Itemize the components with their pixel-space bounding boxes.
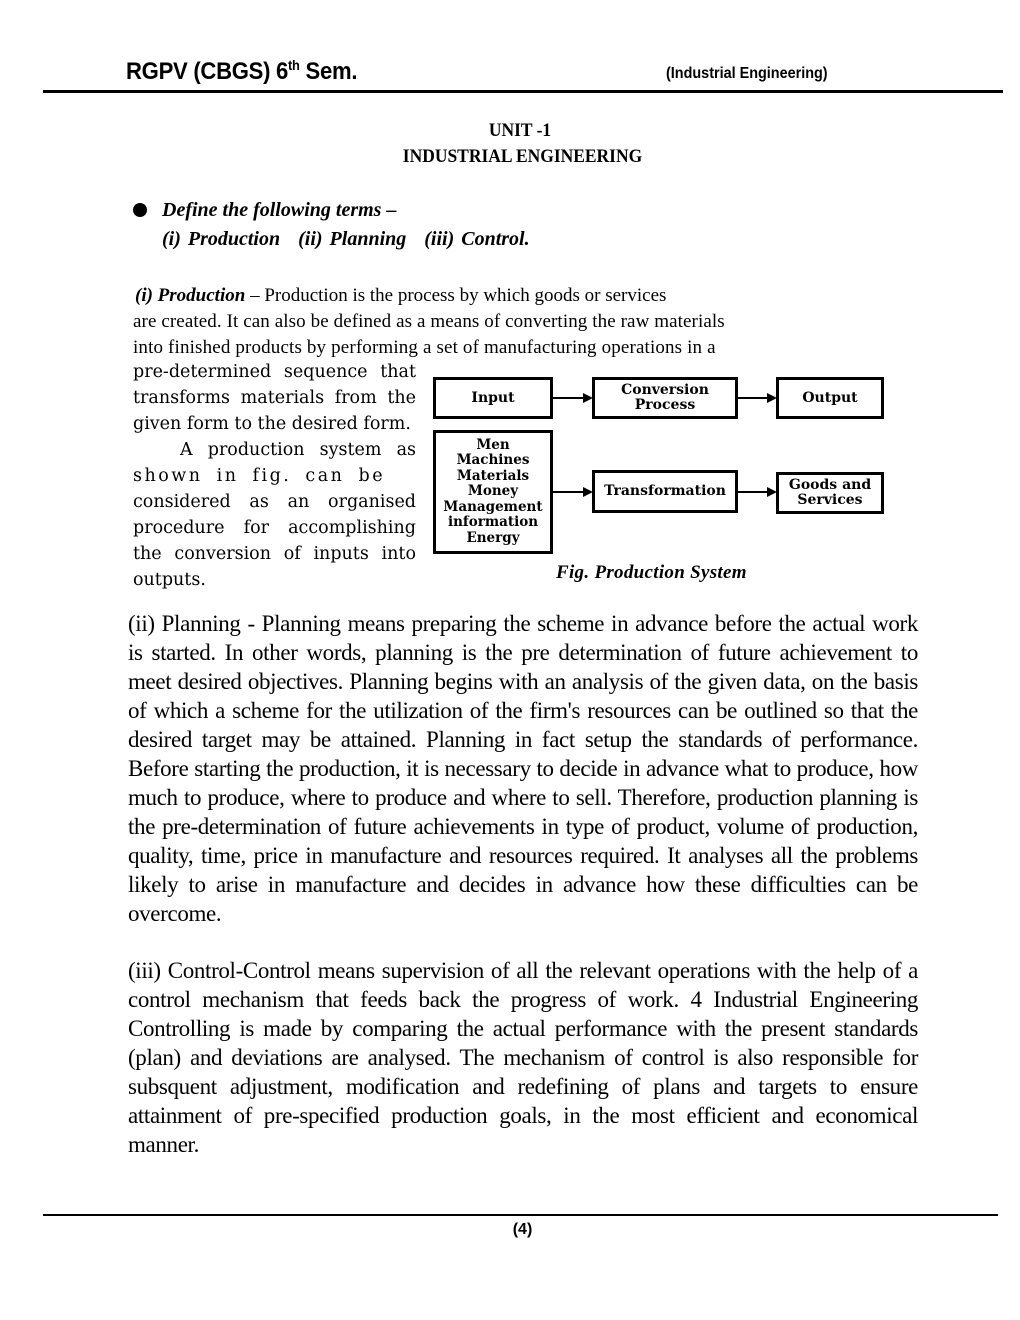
goods-services-box: Goods and Services [776, 472, 884, 514]
production-side-line: transforms materials from the [133, 388, 416, 408]
unit-label: UNIT -1 [488, 120, 552, 141]
arrow-right-icon [553, 397, 591, 399]
production-line-3: into finished products by performing a set of manufacturing operations in a [133, 337, 716, 358]
production-label: (i) Production [135, 285, 246, 306]
course-suffix: Sem. [299, 58, 358, 85]
production-side-line: outputs. [133, 570, 206, 590]
planning-paragraph: (ii) Planning - Planning means preparing the scheme in advance before the actual work is started. In other words, planning is the pre determination of future achievement to meet desired objectives. Planning begins with an analysis of the given data, on the basis of which a scheme for the utilization of the firm's resources can be outlined so that the desired target may be attained. Planning in fact setup the standards of performance. Before starting the production, it is necessary to decide in advance what to produce, how much to produce, where to produce and where to sell. Therefore, production planning is the pre-determination of future achievements in type of product, volume of production, quality, time, price in manufacture and resources required. It analyses all the problems likely to arise in manufacture and decides in advance how these difficulties can be overcome. [128, 611, 918, 926]
footer-divider [43, 1214, 998, 1216]
resources-box: Men Machines Materials Money Management information Energy [433, 430, 553, 554]
production-side-line: A production system as [180, 440, 416, 460]
question-terms [162, 228, 548, 251]
production-side-line: procedure for accomplishing [133, 518, 416, 538]
term-control: (iii) Control. [424, 228, 530, 250]
unit-heading: INDUSTRIAL ENGINEERING [402, 146, 643, 167]
term-planning: (ii) Planning [298, 228, 407, 250]
header-divider [43, 90, 1003, 93]
subject-header: (Industrial Engineering) [666, 65, 828, 82]
arrow-right-icon [738, 491, 775, 493]
production-side-line: the conversion of inputs into [133, 544, 416, 564]
course-header [126, 57, 357, 86]
transformation-box: Transformation [592, 470, 738, 513]
production-line-1: (i) Production – Production is the process by which goods or services [135, 285, 667, 306]
production-side-line: pre-determined sequence that [133, 362, 416, 382]
production-side-line: shown in fig. can be [133, 466, 386, 486]
arrow-right-icon [738, 397, 775, 399]
figure-caption: Fig. Production System [556, 562, 747, 583]
production-side-line: given form to the desired form. [133, 414, 411, 434]
course-prefix: RGPV (CBGS) 6 [126, 58, 289, 85]
arrow-right-icon [553, 491, 591, 493]
input-box: Input [433, 377, 553, 419]
question-prompt: Define the following terms – [162, 199, 397, 221]
production-side-line: considered as an organised [133, 492, 416, 512]
page-number: (4) [512, 1221, 533, 1238]
term-production: (i) Production [162, 228, 281, 250]
bullet-icon [133, 203, 147, 217]
control-paragraph: (iii) Control-Control means supervision of all the relevant operations with the help of a control mechanism that feeds back the progress of work. 4 Industrial Engineering Controlling is made by comparing the actual performance with the present standards (plan) and deviations are analysed. The mechanism of control is also responsible for subsquent adjustment, modification and redefining of plans and targets to ensure attainment of pre-specified production goals, in the most efficient and economical manner. [128, 958, 918, 1157]
conversion-process-box: Conversion Process [592, 377, 738, 419]
course-superscript: th [288, 57, 300, 73]
production-line-2: are created. It can also be defined as a means of converting the raw materials [133, 311, 725, 332]
output-box: Output [776, 377, 884, 419]
